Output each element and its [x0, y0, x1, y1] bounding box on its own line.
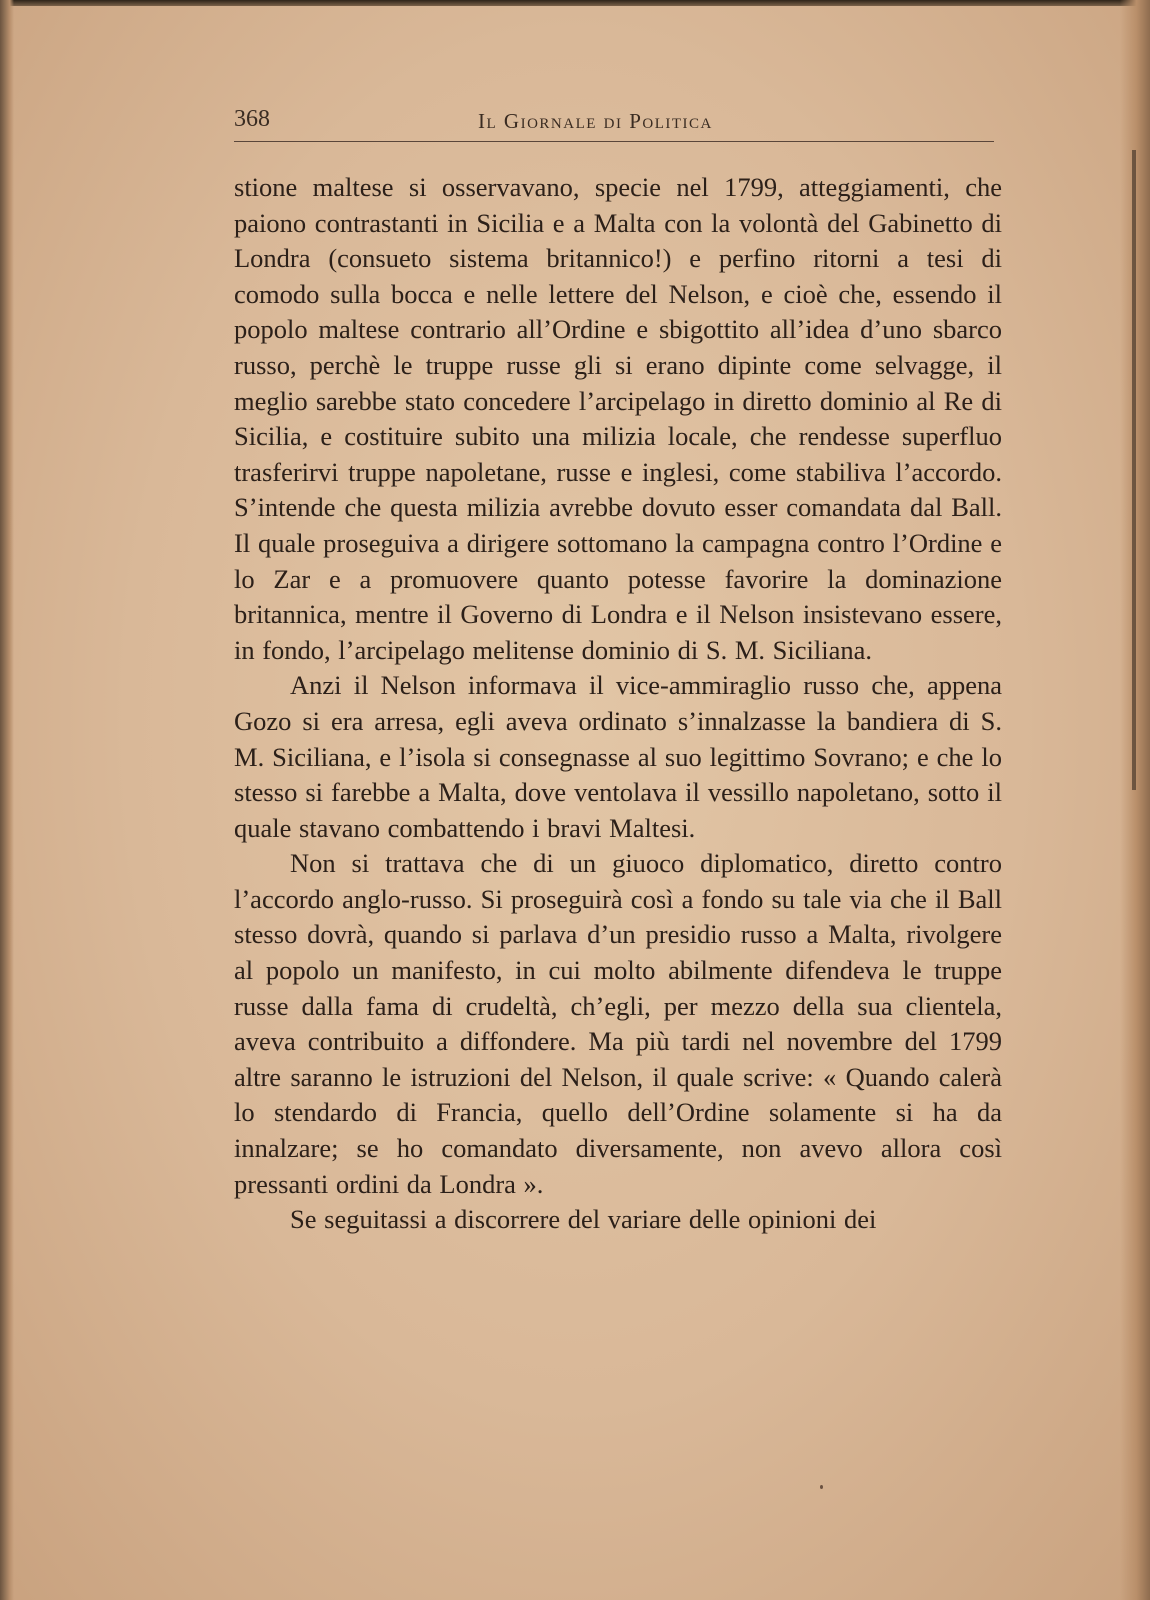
- running-title: Il Giornale di Politica: [478, 109, 713, 133]
- paragraph: Non si trattava che di un giuoco diplomatico, diretto contro l’accordo anglo-russo. Si proseguirà così a fondo su tale via che il Ball stesso dovrà, quando si parlava d’un presidio russo a Malta, rivolgere al popolo un manifesto, in cui molto abilmente difendeva le truppe russe dalla fama di crudeltà, ch’egli, per mezzo della sua clientela, aveva contribuito a diffondere. Ma più tardi nel novembre del 1799 altre saranno le istruzioni del Nelson, il quale scrive: « Quando calerà lo stendardo di Francia, quello dell’Ordine solamente si ha da innalzare; se ho comandato diversamente, non avevo allora così pressanti ordini da Londra ».: [234, 848, 1002, 1199]
- body-text: [234, 170, 1002, 1238]
- header-rule: [234, 141, 994, 142]
- paragraph: Anzi il Nelson informava il vice-ammiraglio russo che, appena Gozo si era arresa, egli aveva ordinato s’innalzasse la bandiera di S. M. Siciliana, e l’isola si consegnasse al suo legittimo Sovrano; e che lo stesso si farebbe a Malta, dove ventolava il vessillo napoletano, sotto il quale stavano combattendo i bravi Maltesi.: [234, 670, 1002, 843]
- page-number: 368: [234, 106, 270, 132]
- ink-speck: [820, 1485, 823, 1489]
- page-top-edge: [0, 0, 1150, 6]
- binding-shadow: [1132, 150, 1136, 790]
- paragraph: stione maltese si osservavano, specie nel 1799, atteggiamenti, che paiono contrastanti in Sicilia e a Malta con la volontà del Gabinetto di Londra (consueto sistema britannico!) e perfino ritorni a tesi di comodo sulla bocca e nelle lettere del Nelson, e cioè che, essendo il popolo maltese contrario all’Ordine e sbigottito all’idea d’uno sbarco russo, perchè le truppe russe gli si erano dipinte come selvagge, il meglio sarebbe stato concedere l’arcipelago in diretto dominio al Re di Sicilia, e costituire subito una milizia locale, che rendesse superfluo trasferirvi truppe napoletane, russe e inglesi, come stabiliva l’accordo. S’intende che questa milizia avrebbe dovuto esser comandata dal Ball. Il quale proseguiva a dirigere sottomano la campagna contro l’Ordine e lo Zar e a promuovere quanto potesse favorire la dominazione britannica, mentre il Governo di Londra e il Nelson insistevano essere, in fondo, l’arcipelago melitense dominio di S. M. Siciliana.: [234, 172, 1002, 665]
- page-left-edge: [0, 0, 14, 1600]
- paragraph: Se seguitassi a discorrere del variare delle opinioni dei: [290, 1204, 877, 1235]
- page-header: [234, 106, 994, 146]
